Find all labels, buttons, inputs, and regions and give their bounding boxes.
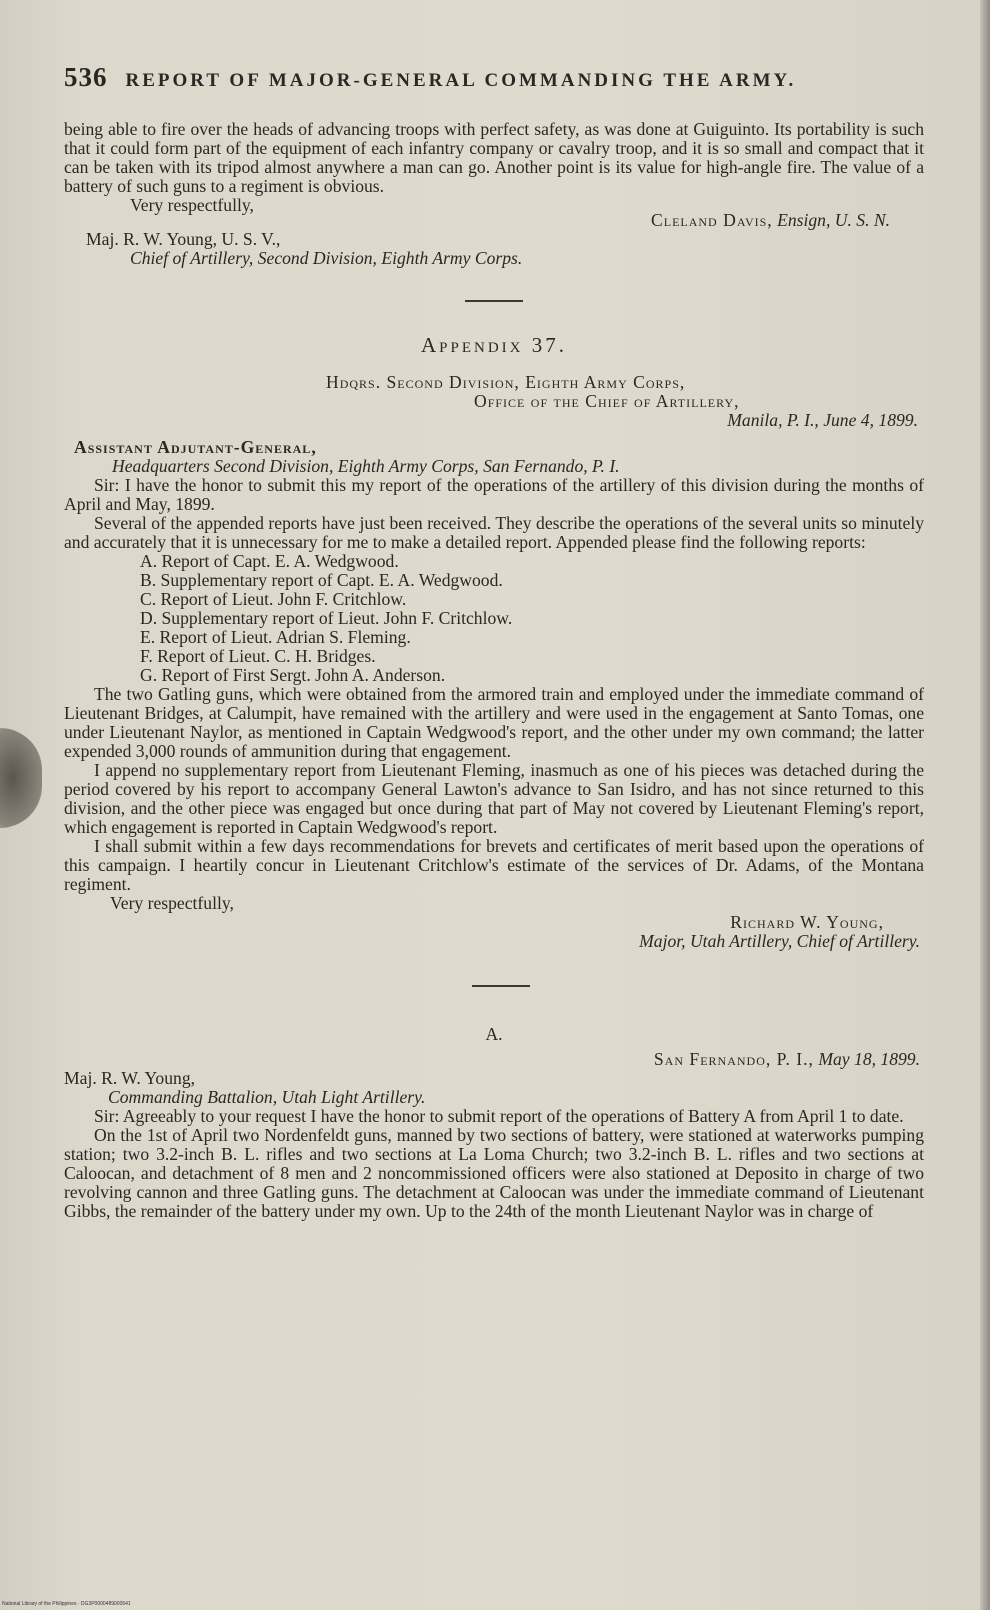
appendix-recipient: Assistant Adjutant-General, xyxy=(74,437,317,457)
page-edge-shadow xyxy=(980,0,990,1610)
report-item-c: C. Report of Lieut. John F. Critchlow. xyxy=(140,589,407,609)
appendix-para2: Several of the appended reports have just been received. They describe the operations of the several units so minutely and accurately that it is unnecessary for me to make a detailed report. Appended please find the following reports: xyxy=(64,513,924,552)
report-item-g: G. Report of First Sergt. John A. Anderson. xyxy=(140,665,446,685)
page-body xyxy=(64,120,924,1221)
appendix-para5: I shall submit within a few days recommendations for brevets and certificates of merit based upon the operations of this campaign. I heartily concur in Lieutenant Critchlow's estimate of the services of Dr. Adams, of the Montana regiment. xyxy=(64,836,924,894)
section-a-para2: On the 1st of April two Nordenfeldt guns, manned by two sections of battery, were stationed at waterworks pumping station; two 3.2-inch B. L. rifles and two sections at La Loma Church; two 3.2-inch B. L. rifles and two sections at Caloocan, and detachment of 8 men and 2 noncommissioned officers were also stationed at Deposito in charge of two revolving cannon and three Gatling guns. The detachment at Caloocan was under the immediate command of Lieutenant Gibbs, the remainder of the battery under my own. Up to the 24th of the month Lieutenant Naylor was in charge of xyxy=(64,1125,924,1221)
section-a-place: San Fernando, P. I., xyxy=(653,1049,814,1069)
appendix-recipient-address: Headquarters Second Division, Eighth Army Corps, San Fernando, P. I. xyxy=(112,456,620,476)
page-number: 536 xyxy=(64,62,108,92)
section-a-place-date xyxy=(64,1050,924,1069)
appendix-closing: Very respectfully, xyxy=(110,893,234,913)
opening-signature-title: Ensign, U. S. N. xyxy=(777,210,890,230)
section-a-para1: Sir: Agreeably to your request I have the honor to submit report of the operations of Battery A from April 1 to date. xyxy=(94,1106,904,1126)
appendix-heading-line1: Hdqrs. Second Division, Eighth Army Corps, xyxy=(326,372,686,392)
appendix-heading-line2: Office of the Chief of Artillery, xyxy=(474,391,740,411)
archive-credit: National Library of the Philippines · DG3P0000489000541 xyxy=(2,1601,131,1607)
section-a-date: May 18, 1899. xyxy=(818,1049,920,1069)
page-header xyxy=(64,62,924,93)
opening-signature: Cleland Davis, xyxy=(651,210,773,230)
opening-paragraph: being able to fire over the heads of advancing troops with perfect safety, as was done at Guiguinto. Its portability is such that it could form part of the equipment of each infantry company or cavalry troop, and it is so small and compact that it can be taken with its tripod almost anywhere a man can go. Another point is its value for high-angle fire. The value of a battery of such guns to a regiment is obvious. xyxy=(64,119,924,196)
running-head: REPORT OF MAJOR-GENERAL COMMANDING THE ARMY. xyxy=(125,70,797,91)
thumb-shadow xyxy=(0,728,42,828)
section-a-addressee: Maj. R. W. Young, xyxy=(64,1068,196,1088)
appendix-signature-title: Major, Utah Artillery, Chief of Artillery. xyxy=(639,931,920,951)
section-a-label: A. xyxy=(485,1024,503,1044)
report-item-b: B. Supplementary report of Capt. E. A. Wedgwood. xyxy=(140,570,503,590)
opening-closing: Very respectfully, xyxy=(130,195,254,215)
appendix-signature: Richard W. Young, xyxy=(730,912,884,932)
section-a-addressee-title: Commanding Battalion, Utah Light Artillery. xyxy=(108,1087,426,1107)
opening-addressee-title: Chief of Artillery, Second Division, Eighth Army Corps. xyxy=(130,248,523,268)
report-list xyxy=(64,552,924,685)
appendix-para1: Sir: I have the honor to submit this my report of the operations of the artillery of this division during the months of April and May, 1899. xyxy=(64,475,924,514)
report-item-f: F. Report of Lieut. C. H. Bridges. xyxy=(140,646,376,666)
appendix-para3: The two Gatling guns, which were obtained from the armored train and employed under the immediate command of Lieutenant Bridges, at Calumpit, have remained with the artillery and were used in the engagement at Santo Tomas, one under Lieutenant Naylor, as mentioned in Captain Wedgwood's report, and the other under my own command; the latter expended 3,000 rounds of ammunition during that engagement. xyxy=(64,684,924,761)
opening-addressee: Maj. R. W. Young, U. S. V., xyxy=(86,229,281,249)
appendix-para4: I append no supplementary report from Lieutenant Fleming, inasmuch as one of his pieces was detached during the period covered by his report to accompany General Lawton's advance to San Isidro, and has not since returned to this division, and the other piece was engaged but once during that part of May not covered by Lieutenant Fleming's report, which engagement is reported in Captain Wedgwood's report. xyxy=(64,760,924,837)
report-item-e: E. Report of Lieut. Adrian S. Fleming. xyxy=(140,627,411,647)
report-item-a: A. Report of Capt. E. A. Wedgwood. xyxy=(140,551,399,571)
report-item-d: D. Supplementary report of Lieut. John F. Critchlow. xyxy=(140,608,513,628)
appendix-title: Appendix 37. xyxy=(420,333,567,357)
appendix-place-date: Manila, P. I., June 4, 1899. xyxy=(727,410,918,430)
